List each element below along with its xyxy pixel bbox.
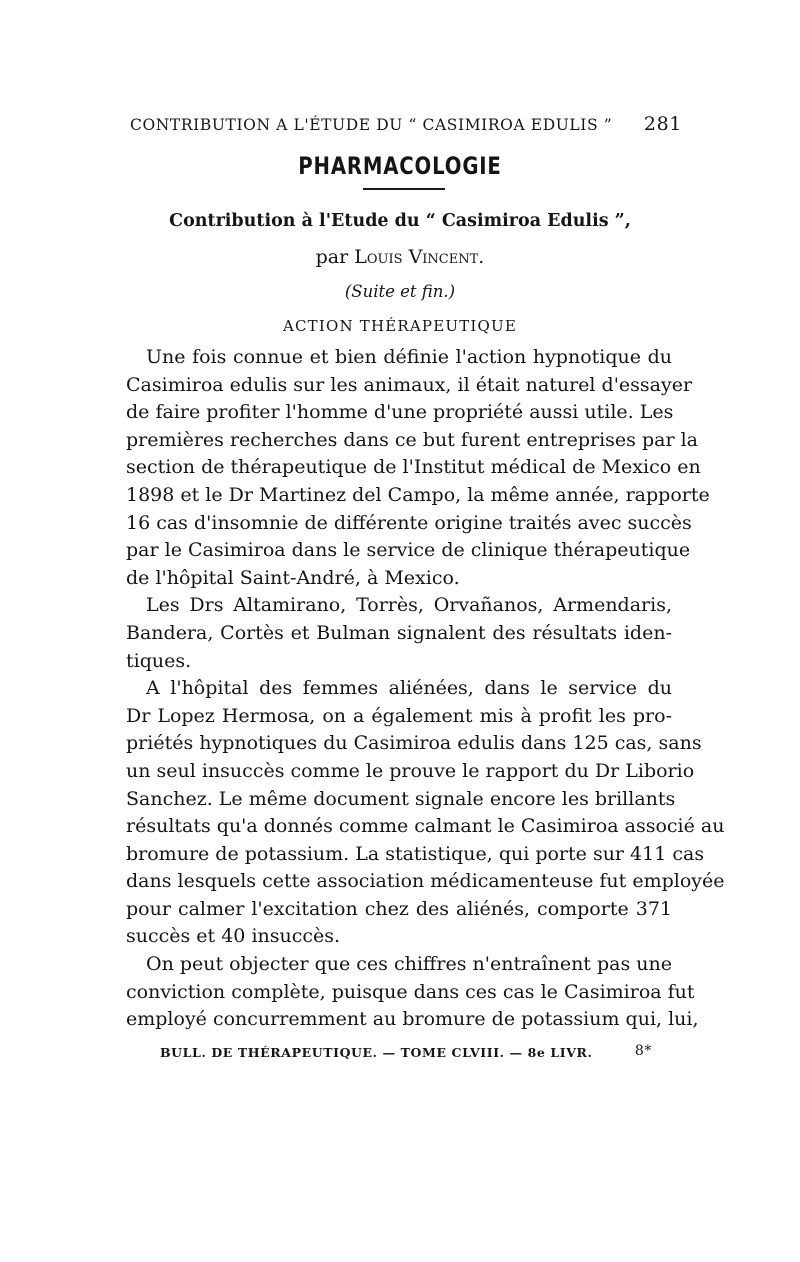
text-line: de l'hôpital Saint-André, à Mexico. [126, 566, 460, 589]
byline-prefix: par [315, 246, 349, 268]
running-head-title: CONTRIBUTION A L'ÉTUDE DU “ CASIMIROA EDULIS ” [130, 116, 613, 134]
text-line: de faire profiter l'homme d'une propriété aussi utile. Les [126, 401, 674, 424]
text-line: Bandera, Cortès et Bulman signalent des résultats iden- [126, 621, 672, 644]
text-line: Dr Lopez Hermosa, on a également mis à profit les pro- [126, 704, 672, 727]
text-line: premières recherches dans ce but furent entreprises par la [126, 428, 698, 451]
text-line: On peut objecter que ces chiffres n'entraînent pas une [146, 953, 672, 976]
text-line: employé concurremment au bromure de potassium qui, lui, [126, 1008, 699, 1031]
subheading: ACTION THÉRAPEUTIQUE [282, 317, 518, 335]
text-line: section de thérapeutique de l'Institut médical de Mexico en [126, 456, 701, 479]
text-line: Une fois connue et bien définie l'action hypnotique du [146, 346, 672, 368]
text-line: Sanchez. Le même document signale encore les brillants [126, 787, 676, 810]
text-line: priétés hypnotiques du Casimiroa edulis dans 125 cas, sans [126, 732, 702, 755]
signature-mark: 8* [634, 1043, 652, 1059]
section-divider [363, 188, 445, 190]
text-line: par le Casimiroa dans le service de clinique thérapeutique [126, 539, 691, 562]
text-line: bromure de potassium. La statistique, qui porte sur 411 cas [126, 842, 705, 865]
text-line: conviction complète, puisque dans ces cas le Casimiroa fut [126, 980, 695, 1003]
body-text [126, 344, 725, 1034]
text-line: dans lesquels cette association médicamenteuse fut employée [126, 870, 725, 893]
text-line: A l'hôpital des femmes aliénées, dans le service du [146, 677, 672, 700]
text-line: résultats qu'a donnés comme calmant le Casimiroa associé au [126, 815, 725, 838]
author-name: Louis Vincent. [354, 246, 485, 268]
text-line: succès et 40 insuccès. [126, 925, 341, 948]
continuation-note: (Suite et fin.) [344, 282, 456, 301]
text-line: Casimiroa edulis sur les animaux, il était naturel d'essayer [126, 373, 693, 396]
text-line: 16 cas d'insomnie de différente origine traités avec succès [126, 511, 692, 534]
text-line: pour calmer l'excitation chez des aliénés, comporte 371 [126, 897, 672, 920]
section-title: PHARMACOLOGIE [298, 152, 502, 180]
text-line: tiques. [126, 649, 192, 672]
text-line: un seul insuccès comme le prouve le rapport du Dr Liborio [126, 759, 695, 782]
text-line: 1898 et le Dr Martinez del Campo, la même année, rapporte [126, 483, 710, 506]
text-line: Les Drs Altamirano, Torrès, Orvañanos, Armendaris, [146, 594, 672, 617]
page-number: 281 [643, 113, 682, 135]
article-title: Contribution à l'Etude du “ Casimiroa Edulis ”, [169, 211, 631, 231]
byline [0, 246, 800, 268]
journal-line: BULL. DE THÉRAPEUTIQUE. — TOME CLVIII. — 8e LIVR. [160, 1045, 593, 1060]
